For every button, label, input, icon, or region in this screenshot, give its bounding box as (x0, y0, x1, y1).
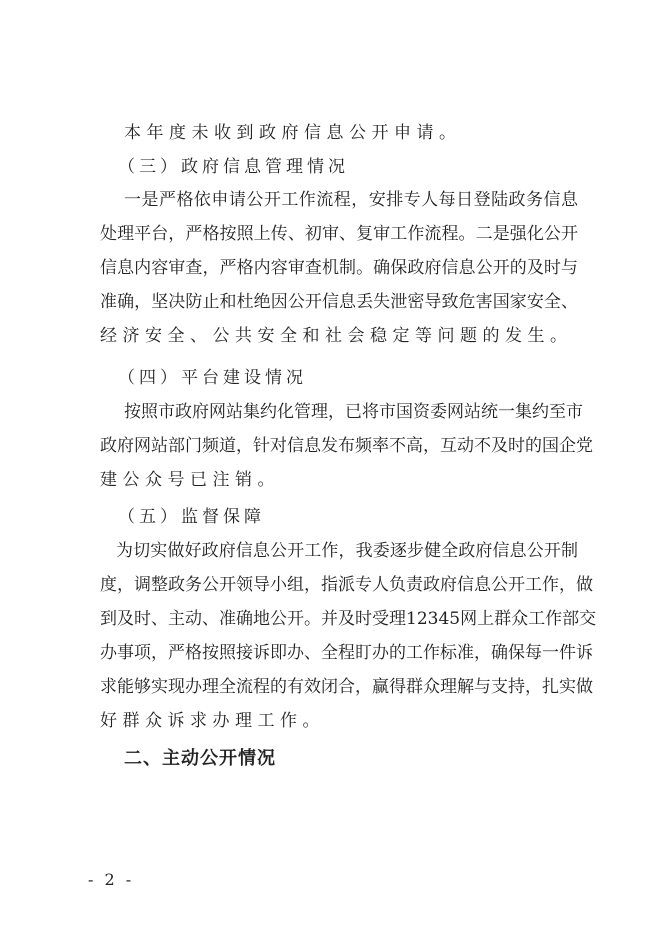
paragraph-line: 求能够实现办理全流程的有效闭合，赢得群众理解与支持，扎实做 (100, 677, 593, 697)
paragraph-line: 经济安全、公共安全和社会稳定等问题的发生。 (100, 326, 573, 346)
page-number: - 2 - (88, 870, 135, 889)
paragraph-line: 到及时、主动、准确地公开。并及时受理12345网上群众工作部交 (100, 609, 597, 629)
paragraph-line: 信息内容审查，严格内容审查机制。确保政府信息公开的及时与 (100, 258, 578, 278)
paragraph-line: 一是严格依申请公开工作流程，安排专人每日登陆政务信息 (124, 190, 578, 210)
paragraph-line: 好群众诉求办理工作。 (100, 711, 325, 731)
paragraph-line: 准确，坚决防止和杜绝因公开信息丢失泄密导致危害国家安全、 (100, 292, 578, 312)
paragraph-line: 为切实做好政府信息公开工作，我委逐步健全政府信息公开制 (116, 541, 578, 561)
section-heading-4: （四）平台建设情况 (118, 368, 307, 388)
paragraph-line: 度，调整政务公开领导小组，指派专人负责政府信息公开工作，做 (100, 575, 593, 595)
paragraph-line: 处理平台，严格按照上传、初审、复审工作流程。二是强化公开 (100, 224, 578, 244)
paragraph-line: 建公众号已注销。 (100, 470, 280, 490)
section-heading-5: （五）监督保障 (118, 507, 265, 527)
paragraph-line: 政府网站部门频道，针对信息发布频率不高，互动不及时的国企党 (100, 436, 593, 456)
paragraph-line: 本年度未收到政府信息公开申请。 (124, 123, 462, 143)
paragraph-line: 办事项，严格按照接诉即办、全程盯办的工作标准，确保每一件诉 (100, 643, 593, 663)
section-title: 二、主动公开情况 (124, 748, 276, 769)
paragraph-line: 按照市政府网站集约化管理，已将市国资委网站统一集约至市 (124, 402, 583, 422)
section-heading-3: （三）政府信息管理情况 (118, 157, 349, 177)
